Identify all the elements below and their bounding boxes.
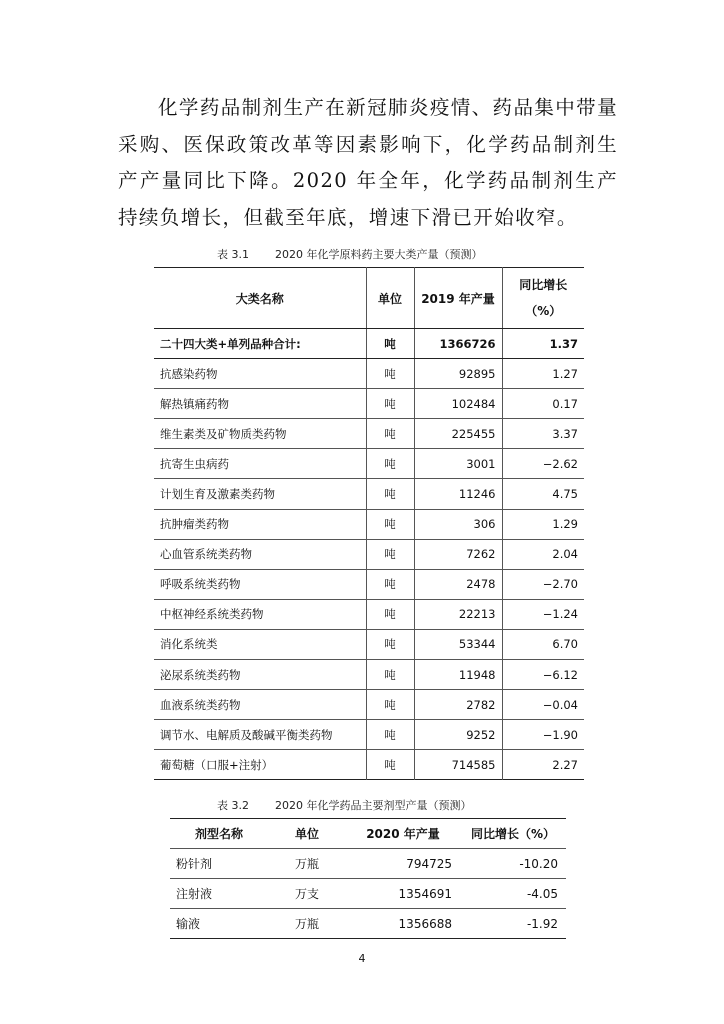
- cell-unit: 吨: [366, 449, 414, 479]
- cell-growth: 2.04: [502, 539, 584, 569]
- table-row: [154, 359, 584, 389]
- cell-name: 抗寄生虫病药: [154, 449, 366, 479]
- table-row-total: [154, 329, 584, 359]
- table-row: [154, 599, 584, 629]
- cell-unit: 万瓶: [268, 849, 346, 879]
- header-growth-line2: （%）: [525, 304, 562, 318]
- cell-unit: 万瓶: [294, 917, 319, 931]
- cell-output: 714585: [414, 750, 502, 780]
- cell-growth: −6.12: [502, 660, 584, 690]
- table-row: [154, 389, 584, 419]
- cell-unit: 吨: [366, 419, 414, 449]
- table-row: [154, 419, 584, 449]
- cell-unit: 吨: [366, 750, 414, 780]
- cell-growth: 0.17: [502, 389, 584, 419]
- table-header-row: [170, 819, 566, 849]
- cell-growth: 3.37: [502, 419, 584, 449]
- cell-output: 2478: [414, 569, 502, 599]
- table1-caption-number: 表 3.1: [217, 248, 249, 261]
- cell-unit: 吨: [366, 629, 414, 659]
- table-row: [154, 629, 584, 659]
- table-row: [154, 569, 584, 599]
- paragraph-text: 化学药品制剂生产在新冠肺炎疫情、药品集中带量采购、医保政策改革等因素影响下，化学药品制剂生产产量同比下降。2020 年全年，化学药品制剂生产持续负增长，但截至年底，增速下滑已开始收窄。: [118, 96, 618, 229]
- cell-output: 306: [414, 509, 502, 539]
- cell-growth: -4.05: [460, 879, 566, 909]
- header-unit: 单位: [366, 268, 414, 329]
- table-row: [170, 909, 566, 939]
- header-yoy-growth: [502, 268, 584, 329]
- cell-unit: 吨: [366, 479, 414, 509]
- cell-growth: -10.20: [460, 849, 566, 879]
- table-row: [154, 449, 584, 479]
- cell-unit: 吨: [366, 599, 414, 629]
- cell-growth: 1.37: [502, 329, 584, 359]
- cell-name: 抗肿瘤类药物: [154, 509, 366, 539]
- cell-name: 葡萄糖（口服+注射）: [160, 757, 274, 772]
- cell-name: 注射液: [170, 879, 268, 909]
- cell-output: 9252: [414, 720, 502, 750]
- header-category-name: 大类名称: [154, 268, 366, 329]
- header-output-2019: 2019 年产量: [414, 268, 502, 329]
- cell-output: 53344: [414, 629, 502, 659]
- dosage-form-output-table: [170, 818, 566, 939]
- table-row: [154, 720, 584, 750]
- cell-unit: 吨: [366, 509, 414, 539]
- table2-caption-number: 表 3.2: [217, 799, 249, 812]
- table-row: [154, 509, 584, 539]
- table2-caption-title: 2020 年化学药品主要剂型产量（预测）: [275, 799, 472, 812]
- page-number: 4: [358, 952, 366, 965]
- header-output-2020: 2020 年产量: [346, 819, 460, 849]
- cell-growth: 6.70: [502, 629, 584, 659]
- cell-growth: 1.29: [502, 509, 584, 539]
- cell-growth: 2.27: [502, 750, 584, 780]
- cell-name: 呼吸系统类药物: [154, 569, 366, 599]
- header-unit: 单位: [268, 819, 346, 849]
- cell-output: 3001: [414, 449, 502, 479]
- cell-unit: 吨: [366, 389, 414, 419]
- cell-name: 输液: [176, 917, 201, 931]
- cell-name: 血液系统类药物: [154, 690, 366, 720]
- cell-unit: 吨: [366, 569, 414, 599]
- table-row: [154, 660, 584, 690]
- cell-name: 计划生育及激素类药物: [154, 479, 366, 509]
- cell-unit: 吨: [366, 660, 414, 690]
- cell-name: 消化系统类: [154, 629, 366, 659]
- cell-output: 1354691: [346, 879, 460, 909]
- cell-output: 11948: [414, 660, 502, 690]
- cell-output: 2782: [414, 690, 502, 720]
- cell-name: 二十四大类+单列品种合计:: [154, 329, 366, 359]
- cell-output: 102484: [414, 389, 502, 419]
- cell-growth: 4.75: [502, 479, 584, 509]
- table-row: [154, 750, 584, 780]
- cell-growth: −1.24: [502, 599, 584, 629]
- table2-caption: [217, 797, 472, 813]
- table-row: [154, 690, 584, 720]
- body-paragraph: [118, 90, 618, 236]
- cell-output: 7262: [414, 539, 502, 569]
- cell-name: 中枢神经系统类药物: [154, 599, 366, 629]
- cell-output: 1356688: [398, 916, 452, 931]
- cell-growth: −2.70: [502, 569, 584, 599]
- cell-unit: 吨: [366, 690, 414, 720]
- table-row: [154, 479, 584, 509]
- header-dosage-form: 剂型名称: [170, 819, 268, 849]
- table-row: [154, 539, 584, 569]
- table-row: [170, 849, 566, 879]
- cell-output: 22213: [414, 599, 502, 629]
- table-header-row: [154, 268, 584, 329]
- header-yoy-growth: 同比增长（%）: [460, 819, 566, 849]
- table-row: [170, 879, 566, 909]
- cell-output: 92895: [414, 359, 502, 389]
- cell-growth: −1.90: [502, 720, 584, 750]
- cell-growth: -1.92: [526, 916, 558, 931]
- cell-unit: 万支: [268, 879, 346, 909]
- cell-name: 粉针剂: [170, 849, 268, 879]
- cell-name: 维生素类及矿物质类药物: [154, 419, 366, 449]
- cell-output: 1366726: [414, 329, 502, 359]
- cell-name: 泌尿系统类药物: [154, 660, 366, 690]
- cell-unit: 吨: [366, 329, 414, 359]
- cell-unit: 吨: [366, 359, 414, 389]
- cell-output: 794725: [346, 849, 460, 879]
- table1-caption: [217, 246, 483, 262]
- cell-name: 调节水、电解质及酸碱平衡类药物: [154, 720, 366, 750]
- cell-unit: 吨: [366, 720, 414, 750]
- cell-growth: −2.62: [502, 449, 584, 479]
- cell-output: 225455: [414, 419, 502, 449]
- cell-name: 解热镇痛药物: [154, 389, 366, 419]
- cell-growth: −0.04: [502, 690, 584, 720]
- header-growth-line1: 同比增长: [519, 278, 568, 292]
- cell-growth: 1.27: [502, 359, 584, 389]
- cell-output: 11246: [414, 479, 502, 509]
- cell-name: 抗感染药物: [154, 359, 366, 389]
- cell-unit: 吨: [366, 539, 414, 569]
- raw-material-output-table: [154, 267, 584, 780]
- cell-name: 心血管系统类药物: [154, 539, 366, 569]
- table1-caption-title: 2020 年化学原料药主要大类产量（预测）: [275, 248, 483, 261]
